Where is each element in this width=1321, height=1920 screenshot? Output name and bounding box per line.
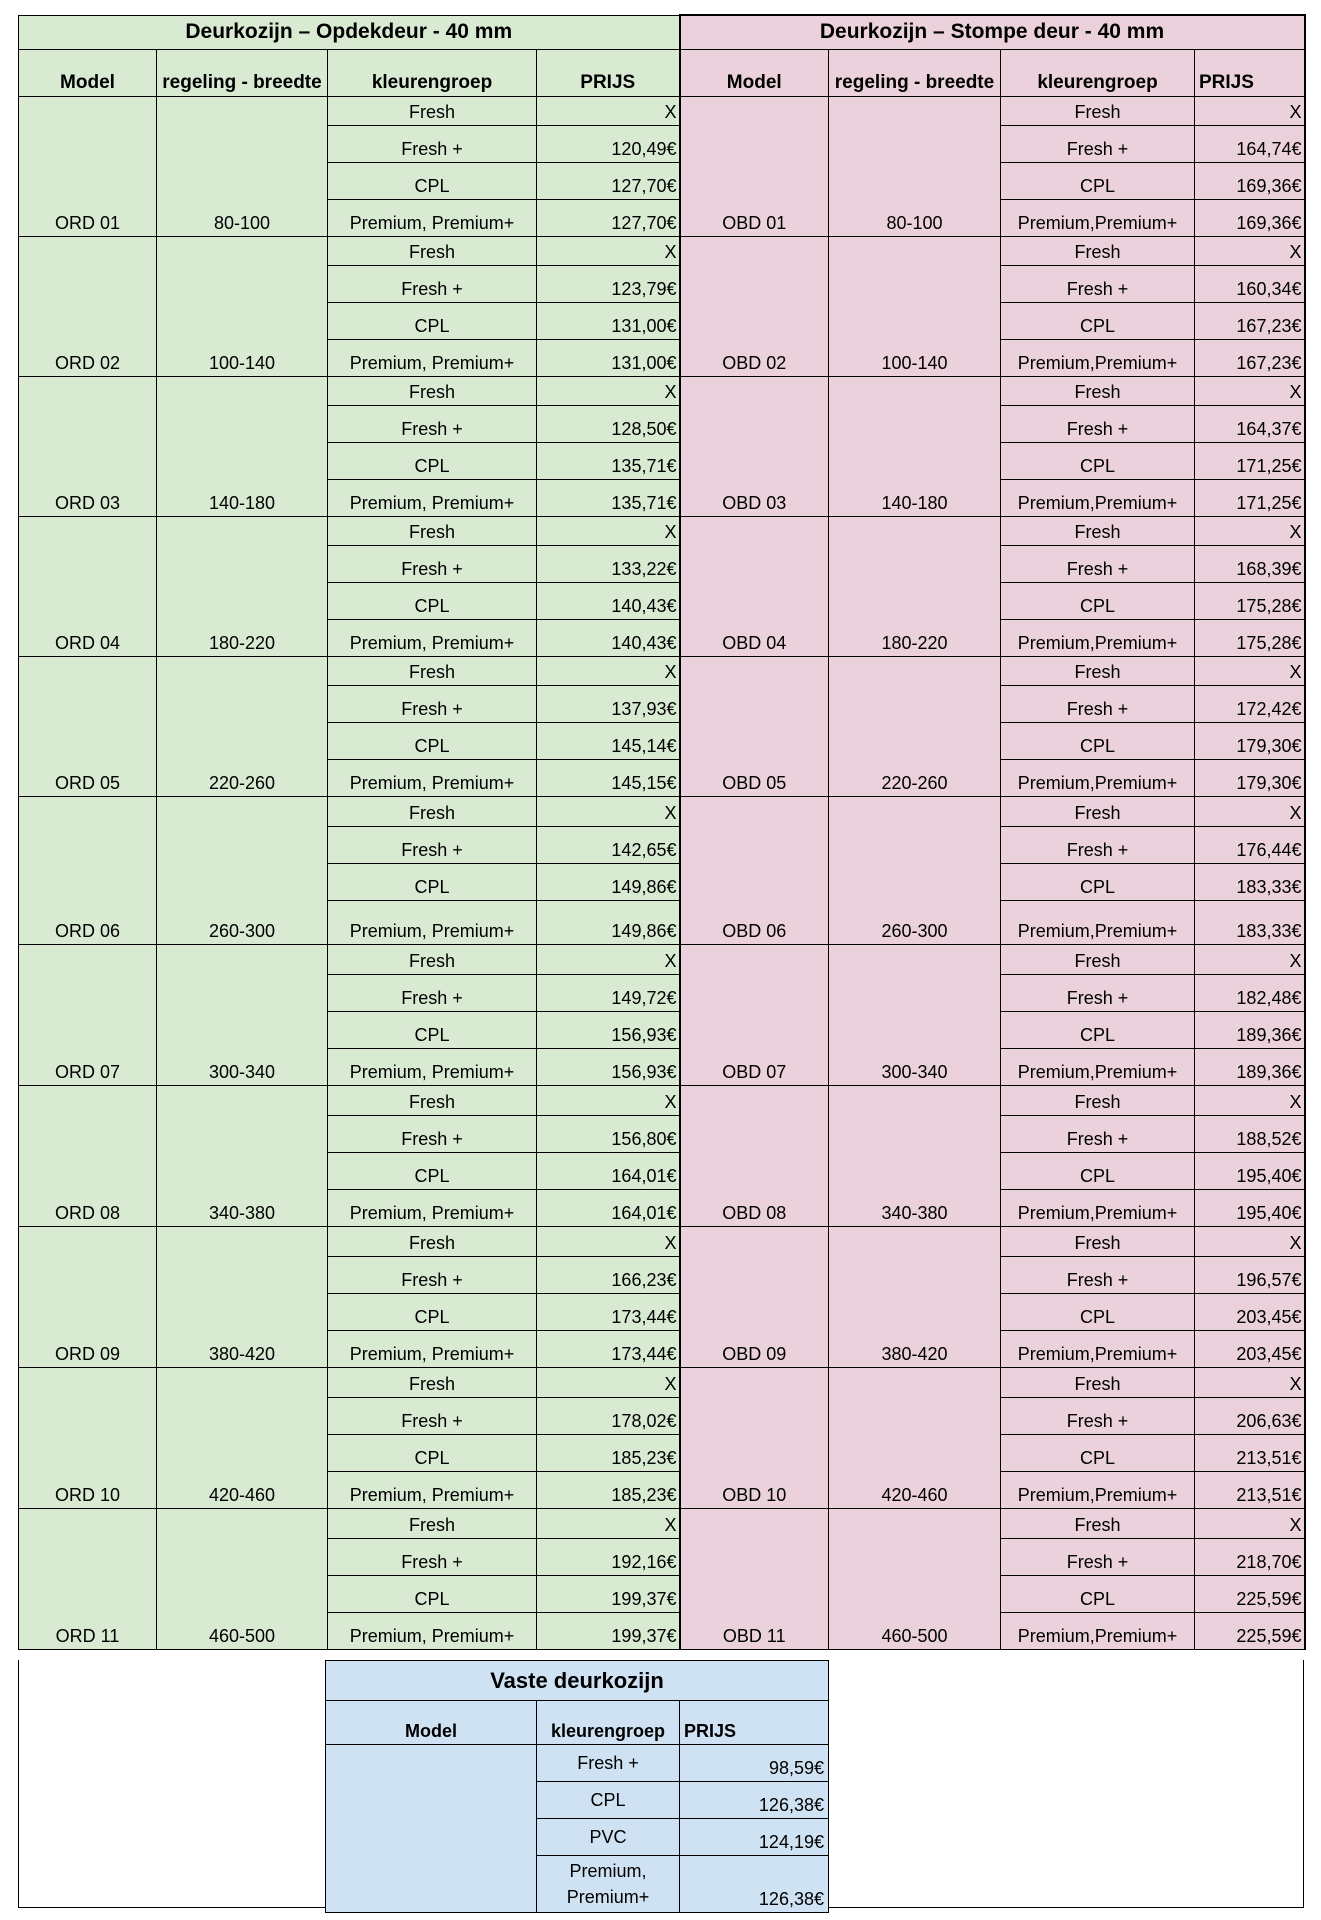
right-group-cell: Fresh +	[1001, 1115, 1195, 1152]
right-model-cell: OBD 10	[680, 1367, 829, 1508]
left-group-cell: Fresh +	[328, 405, 537, 442]
left-model-cell: ORD 11	[19, 1508, 157, 1649]
fixed-group-cell: Fresh +	[537, 1745, 680, 1782]
right-model-cell: OBD 05	[680, 656, 829, 796]
left-range-cell: 460-500	[157, 1508, 328, 1649]
left-price-cell: X	[537, 656, 680, 685]
left-group-cell: Fresh +	[328, 545, 537, 582]
right-price-cell: 175,28€	[1195, 619, 1305, 656]
left-price-cell: 166,23€	[537, 1256, 680, 1293]
fixed-price-cell: 124,19€	[680, 1819, 829, 1856]
table-row	[19, 516, 1305, 545]
right-group-cell: Fresh +	[1001, 1256, 1195, 1293]
right-model-cell: OBD 06	[680, 796, 829, 944]
left-price-cell: X	[537, 1367, 680, 1397]
right-group-cell: Premium,Premium+	[1001, 1048, 1195, 1085]
left-range-cell: 340-380	[157, 1085, 328, 1226]
fixed-price-cell: 126,38€	[680, 1782, 829, 1819]
right-header-range: regeling - breedte	[829, 49, 1001, 96]
right-model-cell: OBD 04	[680, 516, 829, 656]
right-group-cell: Premium,Premium+	[1001, 1471, 1195, 1508]
table-row	[19, 236, 1305, 265]
right-range-cell: 100-140	[829, 236, 1001, 376]
right-range-cell: 340-380	[829, 1085, 1001, 1226]
right-group-cell: Fresh +	[1001, 1397, 1195, 1434]
right-group-cell: Fresh +	[1001, 1538, 1195, 1575]
left-price-cell: 127,70€	[537, 199, 680, 236]
left-group-cell: Premium, Premium+	[328, 339, 537, 376]
left-group-cell: Fresh +	[328, 125, 537, 162]
left-price-cell: X	[537, 944, 680, 974]
right-header-group: kleurengroep	[1001, 49, 1195, 96]
right-header-price: PRIJS	[1195, 49, 1305, 96]
left-price-cell: X	[537, 236, 680, 265]
left-group-cell: Premium, Premium+	[328, 900, 537, 944]
left-price-cell: 178,02€	[537, 1397, 680, 1434]
right-group-cell: Fresh	[1001, 1226, 1195, 1256]
left-header-range: regeling - breedte	[157, 49, 328, 96]
right-group-cell: Fresh	[1001, 656, 1195, 685]
left-price-cell: 156,80€	[537, 1115, 680, 1152]
left-model-cell: ORD 05	[19, 656, 157, 796]
left-price-cell: 199,37€	[537, 1612, 680, 1649]
left-model-cell: ORD 07	[19, 944, 157, 1085]
right-group-cell: Fresh	[1001, 944, 1195, 974]
left-model-cell: ORD 10	[19, 1367, 157, 1508]
right-group-cell: Fresh +	[1001, 826, 1195, 863]
right-range-cell: 220-260	[829, 656, 1001, 796]
right-group-cell: Premium,Premium+	[1001, 619, 1195, 656]
left-group-cell: Fresh	[328, 656, 537, 685]
right-group-cell: Fresh	[1001, 1367, 1195, 1397]
right-group-cell: Fresh +	[1001, 125, 1195, 162]
left-price-cell: 145,15€	[537, 759, 680, 796]
right-price-cell: 182,48€	[1195, 974, 1305, 1011]
left-table-title: Deurkozijn – Opdekdeur - 40 mm	[19, 15, 680, 49]
right-group-cell: Fresh	[1001, 376, 1195, 405]
left-price-cell: 164,01€	[537, 1189, 680, 1226]
left-price-cell: 164,01€	[537, 1152, 680, 1189]
left-group-cell: CPL	[328, 302, 537, 339]
fixed-model-cell	[326, 1745, 537, 1913]
right-price-cell: X	[1195, 796, 1305, 826]
left-group-cell: Fresh +	[328, 1256, 537, 1293]
left-group-cell: Fresh	[328, 376, 537, 405]
right-price-cell: X	[1195, 376, 1305, 405]
right-price-cell: 195,40€	[1195, 1152, 1305, 1189]
right-price-cell: X	[1195, 516, 1305, 545]
fixed-frame-table	[325, 1660, 829, 1913]
left-group-cell: CPL	[328, 1293, 537, 1330]
fixed-price-cell: 126,38€	[680, 1856, 829, 1913]
right-group-cell: CPL	[1001, 1293, 1195, 1330]
left-group-cell: CPL	[328, 1434, 537, 1471]
right-price-cell: 218,70€	[1195, 1538, 1305, 1575]
left-range-cell: 100-140	[157, 236, 328, 376]
right-group-cell: CPL	[1001, 722, 1195, 759]
right-price-cell: X	[1195, 944, 1305, 974]
price-table	[18, 14, 1306, 1650]
left-price-cell: X	[537, 516, 680, 545]
right-range-cell: 260-300	[829, 796, 1001, 944]
right-price-cell: 195,40€	[1195, 1189, 1305, 1226]
right-price-cell: 164,37€	[1195, 405, 1305, 442]
right-price-cell: 179,30€	[1195, 722, 1305, 759]
table-row	[19, 656, 1305, 685]
left-price-cell: 192,16€	[537, 1538, 680, 1575]
left-group-cell: Fresh	[328, 516, 537, 545]
left-group-cell: Premium, Premium+	[328, 1189, 537, 1226]
right-price-cell: 171,25€	[1195, 479, 1305, 516]
right-price-cell: 189,36€	[1195, 1011, 1305, 1048]
right-group-cell: Fresh	[1001, 96, 1195, 125]
right-price-cell: 167,23€	[1195, 339, 1305, 376]
right-group-cell: Fresh	[1001, 796, 1195, 826]
left-group-cell: Premium, Premium+	[328, 479, 537, 516]
left-group-cell: Fresh +	[328, 1397, 537, 1434]
right-price-cell: 213,51€	[1195, 1471, 1305, 1508]
left-group-cell: Fresh	[328, 1085, 537, 1115]
left-model-cell: ORD 02	[19, 236, 157, 376]
right-price-cell: X	[1195, 656, 1305, 685]
right-range-cell: 140-180	[829, 376, 1001, 516]
right-group-cell: Premium,Premium+	[1001, 479, 1195, 516]
fixed-table-title: Vaste deurkozijn	[326, 1661, 829, 1701]
right-group-cell: Premium,Premium+	[1001, 199, 1195, 236]
table-row	[19, 1085, 1305, 1115]
right-group-cell: Premium,Premium+	[1001, 339, 1195, 376]
right-price-cell: 183,33€	[1195, 900, 1305, 944]
left-group-cell: CPL	[328, 162, 537, 199]
right-price-cell: 171,25€	[1195, 442, 1305, 479]
left-price-cell: X	[537, 376, 680, 405]
fixed-header-price: PRIJS	[680, 1701, 829, 1745]
fixed-price-cell: 98,59€	[680, 1745, 829, 1782]
right-price-cell: 225,59€	[1195, 1612, 1305, 1649]
left-price-cell: 120,49€	[537, 125, 680, 162]
right-price-cell: X	[1195, 1367, 1305, 1397]
right-group-cell: CPL	[1001, 162, 1195, 199]
left-price-cell: 131,00€	[537, 339, 680, 376]
right-price-cell: 175,28€	[1195, 582, 1305, 619]
left-price-cell: 156,93€	[537, 1048, 680, 1085]
left-group-cell: CPL	[328, 442, 537, 479]
left-range-cell: 260-300	[157, 796, 328, 944]
left-group-cell: Fresh	[328, 236, 537, 265]
right-range-cell: 460-500	[829, 1508, 1001, 1649]
right-group-cell: Fresh	[1001, 236, 1195, 265]
left-group-cell: Fresh	[328, 1226, 537, 1256]
right-model-cell: OBD 02	[680, 236, 829, 376]
right-group-cell: Premium,Premium+	[1001, 759, 1195, 796]
left-group-cell: Premium, Premium+	[328, 759, 537, 796]
right-group-cell: Premium,Premium+	[1001, 900, 1195, 944]
left-group-cell: Fresh +	[328, 1538, 537, 1575]
right-price-cell: 196,57€	[1195, 1256, 1305, 1293]
left-group-cell: Fresh +	[328, 685, 537, 722]
left-group-cell: Premium, Premium+	[328, 1612, 537, 1649]
right-price-cell: 206,63€	[1195, 1397, 1305, 1434]
right-price-cell: X	[1195, 1508, 1305, 1538]
right-price-cell: X	[1195, 236, 1305, 265]
left-group-cell: CPL	[328, 1011, 537, 1048]
left-group-cell: CPL	[328, 1152, 537, 1189]
right-price-cell: 176,44€	[1195, 826, 1305, 863]
right-group-cell: Fresh +	[1001, 974, 1195, 1011]
table-row	[19, 1508, 1305, 1538]
right-price-cell: 169,36€	[1195, 162, 1305, 199]
left-price-cell: 185,23€	[537, 1434, 680, 1471]
fixed-group-cell: PVC	[537, 1819, 680, 1856]
right-group-cell: Fresh +	[1001, 405, 1195, 442]
left-header-price: PRIJS	[537, 49, 680, 96]
fixed-header-group: kleurengroep	[537, 1701, 680, 1745]
right-group-cell: CPL	[1001, 442, 1195, 479]
right-group-cell: CPL	[1001, 1434, 1195, 1471]
right-model-cell: OBD 07	[680, 944, 829, 1085]
left-model-cell: ORD 03	[19, 376, 157, 516]
right-price-cell: 164,74€	[1195, 125, 1305, 162]
left-price-cell: 145,14€	[537, 722, 680, 759]
left-model-cell: ORD 09	[19, 1226, 157, 1367]
left-group-cell: Premium, Premium+	[328, 619, 537, 656]
left-price-cell: 185,23€	[537, 1471, 680, 1508]
left-price-cell: 135,71€	[537, 479, 680, 516]
right-price-cell: 189,36€	[1195, 1048, 1305, 1085]
left-price-cell: 173,44€	[537, 1330, 680, 1367]
right-group-cell: CPL	[1001, 1011, 1195, 1048]
table-row	[19, 1367, 1305, 1397]
left-group-cell: Fresh +	[328, 1115, 537, 1152]
left-model-cell: ORD 04	[19, 516, 157, 656]
left-range-cell: 380-420	[157, 1226, 328, 1367]
left-model-cell: ORD 01	[19, 96, 157, 236]
left-group-cell: CPL	[328, 1575, 537, 1612]
left-group-cell: Premium, Premium+	[328, 199, 537, 236]
right-group-cell: CPL	[1001, 302, 1195, 339]
right-group-cell: CPL	[1001, 863, 1195, 900]
left-price-cell: 173,44€	[537, 1293, 680, 1330]
left-price-cell: X	[537, 796, 680, 826]
left-price-cell: 142,65€	[537, 826, 680, 863]
right-price-cell: 183,33€	[1195, 863, 1305, 900]
right-group-cell: Premium,Premium+	[1001, 1612, 1195, 1649]
left-price-cell: 199,37€	[537, 1575, 680, 1612]
left-group-cell: Premium, Premium+	[328, 1048, 537, 1085]
table-row	[19, 1226, 1305, 1256]
right-header-model: Model	[680, 49, 829, 96]
left-group-cell: Fresh	[328, 796, 537, 826]
left-price-cell: X	[537, 1226, 680, 1256]
right-price-cell: 167,23€	[1195, 302, 1305, 339]
right-model-cell: OBD 01	[680, 96, 829, 236]
table-row	[19, 944, 1305, 974]
left-header-group: kleurengroep	[328, 49, 537, 96]
left-model-cell: ORD 08	[19, 1085, 157, 1226]
right-range-cell: 80-100	[829, 96, 1001, 236]
right-price-cell: 179,30€	[1195, 759, 1305, 796]
left-price-cell: 123,79€	[537, 265, 680, 302]
right-price-cell: 172,42€	[1195, 685, 1305, 722]
table-row	[19, 376, 1305, 405]
right-group-cell: Fresh	[1001, 1508, 1195, 1538]
left-price-cell: 137,93€	[537, 685, 680, 722]
right-group-cell: CPL	[1001, 1152, 1195, 1189]
right-group-cell: Fresh +	[1001, 685, 1195, 722]
fixed-header-model: Model	[326, 1701, 537, 1745]
right-group-cell: CPL	[1001, 1575, 1195, 1612]
right-table-title: Deurkozijn – Stompe deur - 40 mm	[680, 15, 1305, 49]
left-price-cell: 140,43€	[537, 582, 680, 619]
left-price-cell: 140,43€	[537, 619, 680, 656]
left-header-model: Model	[19, 49, 157, 96]
left-price-cell: X	[537, 1508, 680, 1538]
left-price-cell: 135,71€	[537, 442, 680, 479]
left-price-cell: 127,70€	[537, 162, 680, 199]
left-range-cell: 140-180	[157, 376, 328, 516]
right-range-cell: 300-340	[829, 944, 1001, 1085]
right-price-cell: 225,59€	[1195, 1575, 1305, 1612]
left-group-cell: Premium, Premium+	[328, 1471, 537, 1508]
right-model-cell: OBD 11	[680, 1508, 829, 1649]
right-price-cell: X	[1195, 96, 1305, 125]
left-range-cell: 420-460	[157, 1367, 328, 1508]
left-price-cell: 149,86€	[537, 900, 680, 944]
left-price-cell: 131,00€	[537, 302, 680, 339]
right-price-cell: 160,34€	[1195, 265, 1305, 302]
left-group-cell: CPL	[328, 582, 537, 619]
left-group-cell: Fresh	[328, 1508, 537, 1538]
left-group-cell: Fresh	[328, 96, 537, 125]
left-group-cell: Fresh +	[328, 974, 537, 1011]
left-range-cell: 180-220	[157, 516, 328, 656]
left-range-cell: 300-340	[157, 944, 328, 1085]
right-price-cell: 213,51€	[1195, 1434, 1305, 1471]
left-group-cell: CPL	[328, 863, 537, 900]
left-group-cell: Premium, Premium+	[328, 1330, 537, 1367]
fixed-group-cell: CPL	[537, 1782, 680, 1819]
right-range-cell: 420-460	[829, 1367, 1001, 1508]
right-price-cell: 169,36€	[1195, 199, 1305, 236]
right-price-cell: 203,45€	[1195, 1293, 1305, 1330]
right-model-cell: OBD 03	[680, 376, 829, 516]
left-price-cell: 149,86€	[537, 863, 680, 900]
right-group-cell: Premium,Premium+	[1001, 1330, 1195, 1367]
table-row	[19, 96, 1305, 125]
right-price-cell: X	[1195, 1085, 1305, 1115]
left-price-cell: 133,22€	[537, 545, 680, 582]
left-group-cell: CPL	[328, 722, 537, 759]
right-price-cell: 188,52€	[1195, 1115, 1305, 1152]
right-price-cell: 203,45€	[1195, 1330, 1305, 1367]
left-group-cell: Fresh	[328, 1367, 537, 1397]
right-group-cell: Fresh +	[1001, 265, 1195, 302]
right-range-cell: 180-220	[829, 516, 1001, 656]
left-group-cell: Fresh +	[328, 826, 537, 863]
right-range-cell: 380-420	[829, 1226, 1001, 1367]
left-group-cell: Fresh +	[328, 265, 537, 302]
right-group-cell: CPL	[1001, 582, 1195, 619]
right-price-cell: X	[1195, 1226, 1305, 1256]
left-model-cell: ORD 06	[19, 796, 157, 944]
left-price-cell: 149,72€	[537, 974, 680, 1011]
left-price-cell: 156,93€	[537, 1011, 680, 1048]
table-row	[19, 796, 1305, 826]
right-group-cell: Premium,Premium+	[1001, 1189, 1195, 1226]
left-price-cell: 128,50€	[537, 405, 680, 442]
left-price-cell: X	[537, 1085, 680, 1115]
left-range-cell: 80-100	[157, 96, 328, 236]
left-range-cell: 220-260	[157, 656, 328, 796]
fixed-group-cell: Premium, Premium+	[537, 1856, 680, 1913]
right-group-cell: Fresh	[1001, 516, 1195, 545]
left-group-cell: Fresh	[328, 944, 537, 974]
right-model-cell: OBD 08	[680, 1085, 829, 1226]
left-price-cell: X	[537, 96, 680, 125]
right-group-cell: Fresh	[1001, 1085, 1195, 1115]
right-price-cell: 168,39€	[1195, 545, 1305, 582]
right-group-cell: Fresh +	[1001, 545, 1195, 582]
right-model-cell: OBD 09	[680, 1226, 829, 1367]
